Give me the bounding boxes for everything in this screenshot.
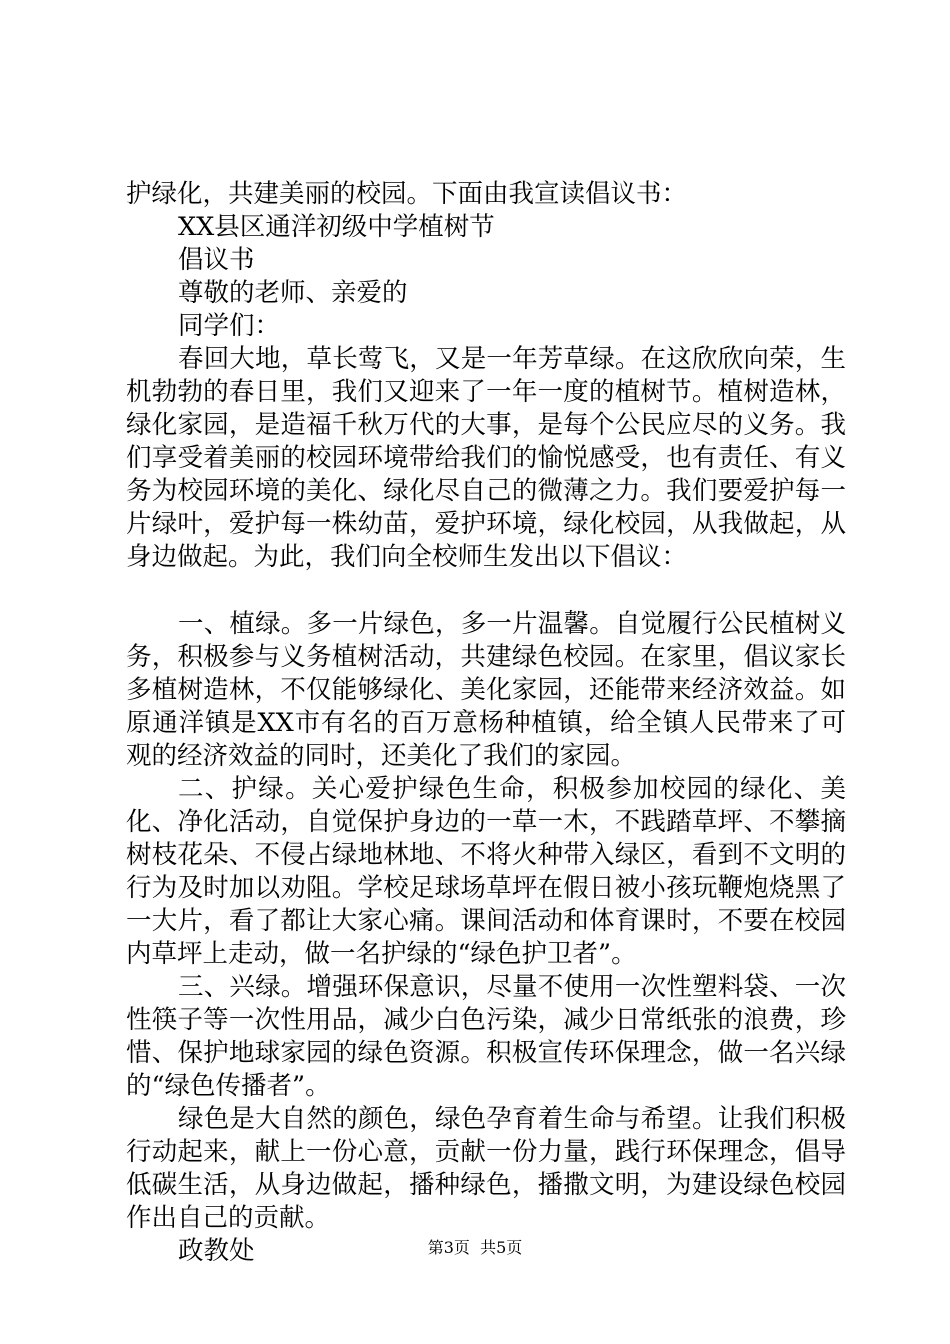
- page-footer: 第3页 共5页: [427, 1238, 523, 1257]
- paragraph-item-2: 二、护绿。关心爱护绿色生命，积极参加校园的绿化、美化、净化活动，自觉保护身边的一草一木，不践踏草坪、不攀摘树枝花朵、不侵占绿地林地、不将火种带入绿区，看到不文明的行为及时加以劝阻。学校足球场草坪在假日被小孩玩鞭炮烧黑了一大片，看了都让大家心痛。课间活动和体育课时，不要在校园内草坪上走动，做一名护绿的“绿色护卫者”。: [126, 774, 846, 969]
- paragraph-item-1: 一、植绿。多一片绿色，多一片温馨。自觉履行公民植树义务，积极参与义务植树活动，共建绿色校园。在家里，倡议家长多植树造林，不仅能够绿化、美化家园，还能带来经济效益。如原通洋镇是XX市有名的百万意杨种植镇，给全镇人民带来了可观的经济效益的同时，还美化了我们的家园。: [126, 609, 846, 771]
- salutation-line-1: 尊敬的老师、亲爱的: [178, 278, 408, 308]
- paragraph-gap: [126, 574, 846, 608]
- proposal-heading-title: 倡议书: [178, 245, 255, 275]
- salutation-line-2: 同学们：: [178, 311, 281, 341]
- text-line-continuation: 护绿化，共建美丽的校园。下面由我宣读倡议书：: [126, 179, 688, 209]
- paragraph-closing: 绿色是大自然的颜色，绿色孕育着生命与希望。让我们积极行动起来，献上一份心意，贡献一份力量，践行环保理念，倡导低碳生活，从身边做起，播种绿色，播撒文明，为建设绿色校园作出自己的贡献。: [126, 1104, 846, 1233]
- document-body: [126, 178, 846, 1268]
- signature: 政教处: [178, 1236, 255, 1266]
- proposal-heading-school: XX县区通洋初级中学植树节: [178, 212, 495, 242]
- paragraph-intro: 春回大地，草长莺飞，又是一年芳草绿。在这欣欣向荣，生机勃勃的春日里，我们又迎来了一年一度的植树节。植树造林，绿化家园，是造福千秋万代的大事，是每个公民应尽的义务。我们享受着美丽的校园环境带给我们的愉悦感受，也有责任、有义务为校园环境的美化、绿化尽自己的微薄之力。我们要爱护每一片绿叶，爱护每一株幼苗，爱护环境，绿化校园，从我做起，从身边做起。为此，我们向全校师生发出以下倡议：: [126, 344, 846, 572]
- paragraph-item-3: 三、兴绿。增强环保意识，尽量不使用一次性塑料袋、一次性筷子等一次性用品，减少白色污染，减少日常纸张的浪费，珍惜、保护地球家园的绿色资源。积极宣传环保理念，做一名兴绿的“绿色传播者”。: [126, 972, 846, 1101]
